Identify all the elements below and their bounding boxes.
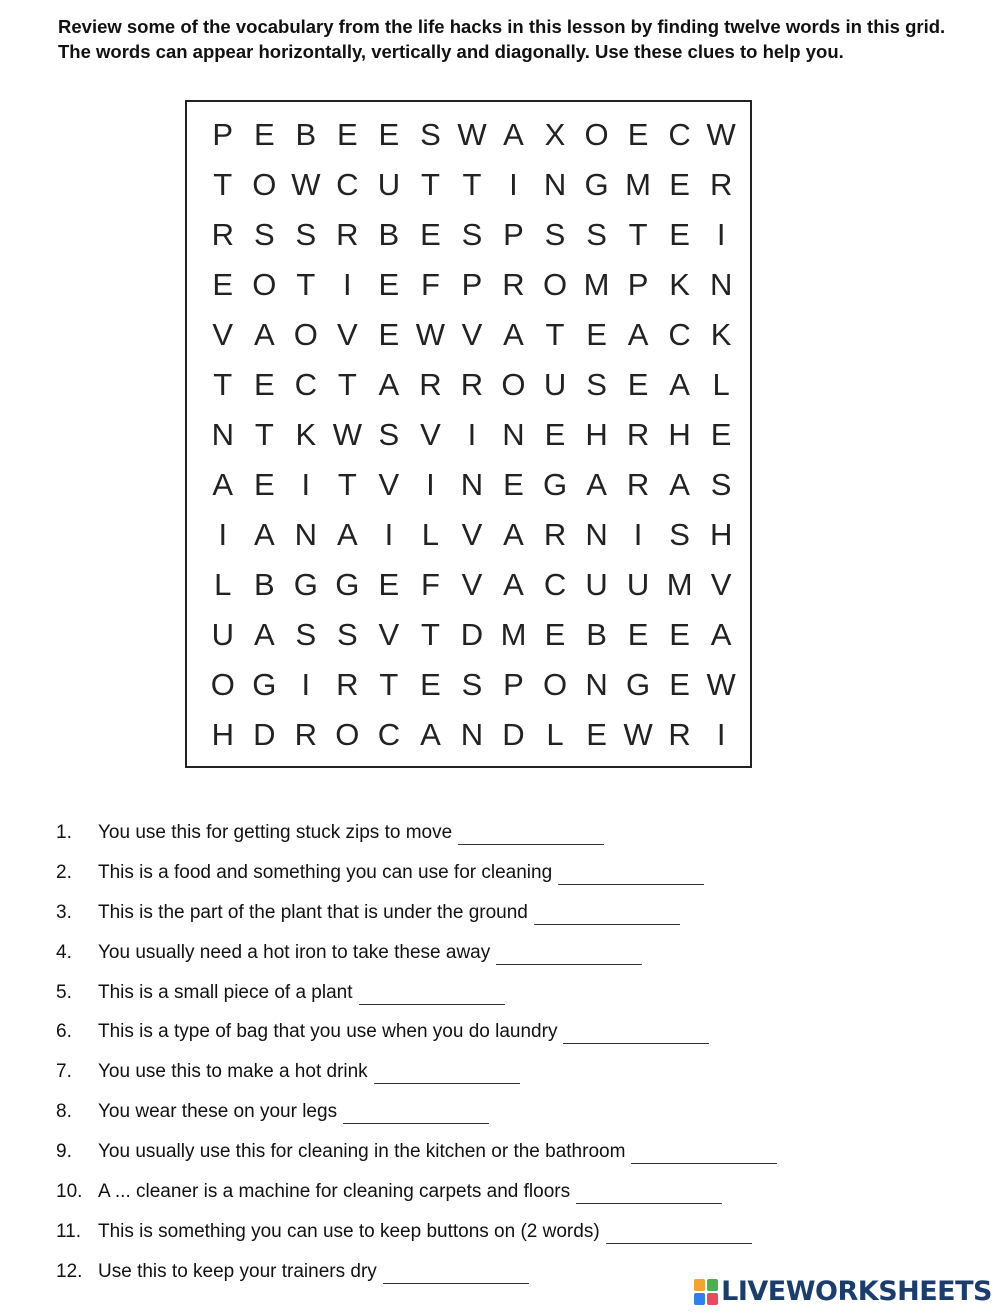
answer-input-line[interactable] (496, 942, 642, 965)
grid-cell[interactable]: I (426, 467, 435, 502)
logo-square-2 (707, 1279, 718, 1291)
grid-cell[interactable]: A (337, 517, 358, 552)
grid-cell[interactable]: U (211, 617, 234, 652)
grid-cell[interactable]: O (501, 367, 526, 402)
grid-cell[interactable]: H (585, 417, 608, 452)
answer-input-line[interactable] (534, 902, 680, 925)
grid-cell[interactable]: S (710, 467, 732, 502)
clue-text: This is a small piece of a plant (98, 981, 353, 1003)
grid-cell[interactable]: A (503, 517, 524, 552)
grid-cell[interactable]: E (627, 117, 649, 152)
grid-cell[interactable]: I (384, 517, 394, 552)
grid-cell[interactable]: O (584, 117, 609, 152)
answer-input-line[interactable] (631, 1141, 777, 1164)
answer-input-line[interactable] (458, 822, 604, 845)
liveworksheets-logo (694, 1276, 992, 1307)
clue-text: Use this to keep your trainers dry (98, 1260, 377, 1282)
grid-cell[interactable]: W (706, 667, 736, 702)
grid-cell[interactable]: L (712, 367, 730, 402)
clue-text: This is the part of the plant that is under the ground (98, 901, 528, 923)
grid-row (202, 610, 742, 660)
grid-cell[interactable]: O (542, 267, 568, 302)
grid-cell[interactable]: S (669, 517, 690, 552)
grid-cell[interactable]: G (252, 667, 277, 702)
grid-cell[interactable]: E (253, 367, 275, 402)
grid-cell[interactable]: E (710, 417, 732, 452)
grid-cell[interactable]: K (295, 417, 317, 452)
grid-cell[interactable]: P (627, 267, 649, 302)
clue-item (56, 1021, 956, 1061)
grid-cell[interactable]: R (543, 517, 567, 552)
answer-input-line[interactable] (558, 862, 704, 885)
grid-cell[interactable]: E (627, 367, 649, 402)
grid-cell[interactable]: M (500, 617, 527, 652)
grid-cell[interactable]: I (343, 267, 352, 302)
brand-name: LIVEWORKSHEETS (721, 1276, 992, 1307)
grid-cell[interactable]: A (253, 617, 275, 652)
grid-cell[interactable]: L (214, 567, 232, 602)
grid-cell[interactable]: E (669, 667, 690, 702)
grid-cell[interactable]: E (669, 167, 690, 202)
grid-cell[interactable]: W (415, 317, 446, 352)
grid-cell[interactable]: R (668, 717, 691, 752)
grid-cell[interactable]: N (460, 467, 484, 502)
grid-cell[interactable]: K (710, 317, 732, 352)
clue-text: You usually need a hot iron to take these away (98, 941, 491, 963)
instructions-line-1: Review some of the vocabulary from the life hacks in this lesson by finding twelve words in this grid. (58, 16, 946, 37)
grid-cell[interactable]: W (457, 117, 487, 152)
grid-cell[interactable]: T (254, 417, 274, 452)
grid-cell[interactable]: O (335, 717, 360, 752)
grid-cell[interactable]: B (378, 217, 400, 252)
grid-letters (202, 110, 742, 760)
grid-cell[interactable]: U (626, 567, 650, 602)
grid-cell[interactable]: V (212, 317, 234, 352)
grid-cell[interactable]: A (420, 717, 441, 752)
grid-cell[interactable]: W (623, 717, 653, 752)
grid-cell[interactable]: T (213, 167, 233, 202)
grid-cell[interactable]: A (669, 367, 690, 402)
grid-cell[interactable]: R (336, 217, 359, 252)
clue-number: 11. (56, 1220, 82, 1242)
grid-cell[interactable]: P (503, 667, 524, 702)
grid-cell[interactable]: E (337, 117, 358, 152)
clue-text: This is a type of bag that you use when you do laundry (98, 1021, 558, 1043)
grid-cell[interactable]: O (252, 267, 277, 302)
clue-item (56, 1101, 956, 1141)
answer-input-line[interactable] (606, 1221, 752, 1244)
grid-cell[interactable]: S (295, 617, 317, 652)
grid-cell[interactable]: I (716, 717, 726, 752)
grid-cell[interactable]: C (543, 567, 567, 602)
answer-input-line[interactable] (374, 1061, 520, 1084)
grid-cell[interactable]: T (545, 317, 565, 352)
liveworksheets-icon (694, 1279, 718, 1305)
clue-number: 6. (56, 1021, 72, 1043)
grid-cell[interactable]: E (544, 417, 566, 452)
grid-cell[interactable]: T (337, 367, 357, 402)
grid-row (202, 510, 742, 560)
grid-cell[interactable]: O (252, 167, 277, 202)
grid-cell[interactable]: N (502, 417, 525, 452)
grid-cell[interactable]: V (337, 317, 358, 352)
grid-cell[interactable]: M (583, 267, 610, 302)
grid-row (202, 710, 742, 760)
clue-number: 7. (56, 1061, 72, 1083)
grid-cell[interactable]: A (503, 317, 524, 352)
grid-cell[interactable]: T (213, 367, 233, 402)
grid-cell[interactable]: M (666, 567, 693, 602)
grid-cell[interactable]: H (709, 517, 733, 552)
grid-cell[interactable]: A (627, 317, 649, 352)
grid-cell[interactable]: S (253, 217, 275, 252)
instructions (58, 14, 988, 64)
grid-cell[interactable]: K (669, 267, 690, 302)
clue-text: You use this to make a hot drink (98, 1061, 368, 1083)
clue-number: 12. (56, 1260, 83, 1282)
clue-number: 2. (56, 861, 72, 883)
grid-cell[interactable]: R (211, 217, 234, 252)
grid-cell[interactable]: E (378, 267, 400, 302)
grid-cell[interactable]: R (419, 367, 442, 402)
grid-cell[interactable]: F (420, 567, 440, 602)
grid-cell[interactable]: I (301, 667, 311, 702)
clue-item (56, 862, 956, 902)
grid-cell[interactable]: R (460, 367, 484, 402)
grid-cell[interactable]: E (586, 717, 607, 752)
answer-input-line[interactable] (576, 1181, 722, 1204)
clue-number: 1. (56, 822, 72, 843)
grid-cell[interactable]: R (626, 417, 650, 452)
grid-cell[interactable]: A (710, 617, 732, 652)
grid-cell[interactable]: A (586, 467, 607, 502)
grid-cell[interactable]: C (668, 117, 691, 152)
grid-cell[interactable]: H (211, 717, 234, 752)
grid-cell[interactable]: A (503, 567, 524, 602)
logo-square-4 (707, 1293, 718, 1305)
grid-cell[interactable]: T (420, 167, 440, 202)
grid-cell[interactable]: S (378, 417, 400, 452)
grid-cell[interactable]: E (627, 617, 649, 652)
grid-cell[interactable]: G (293, 567, 318, 602)
answer-input-line[interactable] (563, 1021, 709, 1044)
grid-row (202, 410, 742, 460)
grid-cell[interactable]: V (378, 617, 400, 652)
grid-cell[interactable]: I (467, 417, 477, 452)
grid-cell[interactable]: A (253, 517, 275, 552)
answer-input-line[interactable] (343, 1101, 489, 1124)
grid-cell[interactable]: D (253, 717, 276, 752)
grid-row (202, 310, 742, 360)
grid-cell[interactable]: T (462, 167, 482, 202)
clue-item (56, 822, 956, 862)
grid-cell[interactable]: A (503, 117, 524, 152)
grid-cell[interactable]: W (291, 167, 321, 202)
grid-cell[interactable]: V (461, 517, 483, 552)
grid-cell[interactable]: P (212, 117, 234, 152)
grid-cell[interactable]: B (295, 117, 317, 152)
grid-cell[interactable]: E (378, 317, 400, 352)
grid-cell[interactable]: V (710, 567, 732, 602)
clue-item (56, 1181, 956, 1221)
grid-cell[interactable]: S (586, 367, 607, 402)
grid-row (202, 560, 742, 610)
grid-row (202, 260, 742, 310)
grid-cell[interactable]: A (669, 467, 690, 502)
grid-cell[interactable]: S (461, 667, 483, 702)
clue-item (56, 1061, 956, 1101)
clue-number: 10. (56, 1181, 83, 1203)
grid-cell[interactable]: F (420, 267, 440, 302)
grid-row (202, 360, 742, 410)
grid-cell[interactable]: N (543, 167, 567, 202)
grid-cell[interactable]: X (544, 117, 566, 152)
grid-cell[interactable]: T (628, 217, 648, 252)
grid-cell[interactable]: V (461, 317, 483, 352)
grid-cell[interactable]: G (626, 667, 651, 702)
grid-cell[interactable]: C (336, 167, 359, 202)
grid-cell[interactable]: A (253, 317, 275, 352)
grid-cell[interactable]: D (502, 717, 525, 752)
grid-cell[interactable]: A (378, 367, 400, 402)
grid-cell[interactable]: E (212, 267, 234, 302)
grid-cell[interactable]: C (294, 367, 318, 402)
grid-cell[interactable]: O (210, 667, 235, 702)
clue-text: A ... cleaner is a machine for cleaning carpets and floors (98, 1181, 571, 1203)
grid-cell[interactable]: V (420, 417, 441, 452)
grid-cell[interactable]: I (633, 517, 643, 552)
grid-cell[interactable]: G (584, 167, 609, 202)
clue-number: 5. (56, 981, 72, 1003)
grid-cell[interactable]: E (503, 467, 524, 502)
grid-cell[interactable]: I (509, 167, 518, 202)
grid-cell[interactable]: U (585, 567, 608, 602)
grid-cell[interactable]: N (294, 517, 318, 552)
grid-cell[interactable]: E (378, 567, 400, 602)
answer-input-line[interactable] (359, 982, 505, 1005)
grid-cell[interactable]: W (332, 417, 362, 452)
grid-cell[interactable]: C (668, 317, 691, 352)
clue-text: This is something you can use to keep buttons on (2 words) (98, 1220, 600, 1242)
grid-cell[interactable]: R (626, 467, 650, 502)
clue-item (56, 1141, 956, 1181)
grid-cell[interactable]: A (212, 467, 234, 502)
grid-cell[interactable]: I (218, 517, 228, 552)
clue-number: 4. (56, 941, 72, 963)
grid-row (202, 660, 742, 710)
grid-cell[interactable]: R (502, 267, 525, 302)
grid-cell[interactable]: E (253, 117, 275, 152)
grid-cell[interactable]: H (668, 417, 691, 452)
grid-cell[interactable]: I (301, 467, 311, 502)
grid-cell[interactable]: O (293, 317, 318, 352)
grid-cell[interactable]: P (503, 217, 524, 252)
clue-item (56, 902, 956, 942)
grid-cell[interactable]: S (337, 617, 358, 652)
grid-cell[interactable]: U (377, 167, 401, 202)
grid-cell[interactable]: S (461, 217, 483, 252)
grid-cell[interactable]: G (335, 567, 360, 602)
grid-cell[interactable]: E (420, 667, 441, 702)
grid-cell[interactable]: T (337, 467, 357, 502)
clue-number: 8. (56, 1101, 72, 1123)
logo-square-3 (694, 1293, 705, 1305)
clue-text: You wear these on your legs (98, 1101, 338, 1123)
grid-cell[interactable]: S (420, 117, 441, 152)
grid-cell[interactable]: S (586, 217, 607, 252)
grid-cell[interactable]: I (716, 217, 726, 252)
grid-cell[interactable]: E (669, 617, 690, 652)
grid-cell[interactable]: E (253, 467, 275, 502)
clue-text: You usually use this for cleaning in the kitchen or the bathroom (98, 1141, 626, 1163)
grid-cell[interactable]: L (421, 517, 440, 552)
clue-number: 3. (56, 901, 72, 923)
grid-cell[interactable]: V (378, 467, 400, 502)
instructions-line-2: The words can appear horizontally, vertically and diagonally. Use these clues to help you. (58, 41, 844, 62)
grid-cell[interactable]: S (544, 217, 566, 252)
grid-cell[interactable]: E (420, 217, 441, 252)
grid-cell[interactable]: N (211, 417, 234, 452)
clue-list (56, 822, 956, 1301)
grid-cell[interactable]: T (296, 267, 316, 302)
grid-cell[interactable]: P (461, 267, 483, 302)
clue-item (56, 942, 956, 982)
grid-cell[interactable]: S (295, 217, 317, 252)
grid-cell[interactable]: G (542, 467, 568, 502)
grid-cell[interactable]: E (669, 217, 690, 252)
grid-cell[interactable]: R (294, 717, 318, 752)
grid-row (202, 160, 742, 210)
grid-cell[interactable]: M (625, 167, 651, 202)
answer-input-line[interactable] (383, 1261, 529, 1284)
grid-cell[interactable]: O (542, 667, 568, 702)
grid-cell[interactable]: R (336, 667, 359, 702)
grid-cell[interactable]: E (378, 117, 400, 152)
grid-row (202, 460, 742, 510)
grid-cell[interactable]: E (544, 617, 566, 652)
clue-item (56, 1221, 956, 1261)
grid-cell[interactable]: W (706, 117, 736, 152)
grid-cell[interactable]: N (460, 717, 484, 752)
grid-cell[interactable]: C (377, 717, 401, 752)
grid-cell[interactable]: N (585, 517, 608, 552)
clue-item (56, 982, 956, 1022)
grid-cell[interactable]: D (460, 617, 484, 652)
word-search-grid (185, 100, 752, 768)
grid-cell[interactable]: V (461, 567, 483, 602)
grid-cell[interactable]: E (586, 317, 607, 352)
grid-cell[interactable]: T (420, 617, 440, 652)
grid-cell[interactable]: R (709, 167, 733, 202)
clue-text: You use this for getting stuck zips to move (98, 822, 453, 843)
grid-cell[interactable]: T (379, 667, 399, 702)
clue-text: This is a food and something you can use for cleaning (98, 861, 553, 883)
grid-cell[interactable]: N (585, 667, 608, 702)
grid-row (202, 210, 742, 260)
grid-row (202, 110, 742, 160)
grid-cell[interactable]: B (586, 617, 607, 652)
grid-cell[interactable]: N (709, 267, 733, 302)
grid-cell[interactable]: L (546, 717, 564, 752)
grid-cell[interactable]: B (253, 567, 275, 602)
clue-number: 9. (56, 1141, 72, 1163)
grid-cell[interactable]: U (543, 367, 567, 402)
logo-square-1 (694, 1279, 705, 1291)
